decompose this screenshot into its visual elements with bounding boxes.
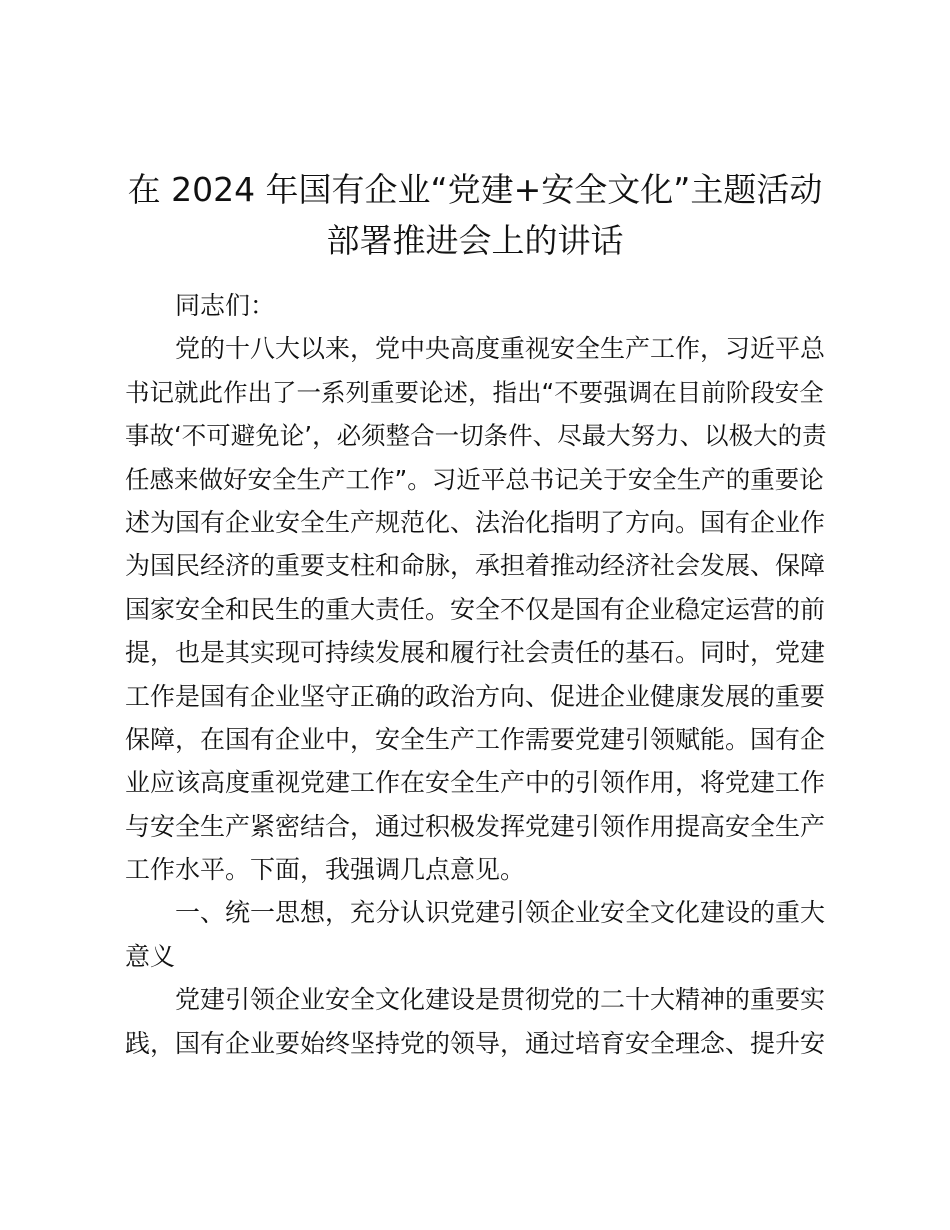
document-body [125,284,835,1065]
body-line: 国家安全和民生的重大责任。安全不仅是国有企业稳定运营的前 [125,594,826,624]
body-line: 工作水平。下面，我强调几点意见。 [125,855,526,885]
body-line: 保障，在国有企业中，安全生产工作需要党建引领赋能。国有企 [125,724,826,754]
body-line: 工作是国有企业坚守正确的政治方向、促进企业健康发展的重要 [125,681,826,711]
body-line: 为国民经济的重要支柱和命脉，承担着推动经济社会发展、保障 [125,551,826,581]
document-title-line-1: 在 2024 年国有企业“党建+安全文化”主题活动 [127,170,823,209]
body-line: 任感来做好安全生产工作”。习近平总书记关于安全生产的重要论 [125,464,824,494]
body-line: 践，国有企业要始终坚持党的领导，通过培育安全理念、提升安 [125,1028,826,1058]
salutation-line: 同志们： [175,291,276,320]
section-heading-line: 一、统一思想，充分认识党建引领企业安全文化建设的重大 [175,898,826,928]
body-line: 事故‘不可避免论’，必须整合一切条件、尽最大努力、以极大的责 [125,421,827,451]
body-line: 提，也是其实现可持续发展和履行社会责任的基石。同时，党建 [125,638,826,668]
body-line: 与安全生产紧密结合，通过积极发挥党建引领作用提高安全生产 [125,811,826,841]
body-line: 业应该高度重视党建工作在安全生产中的引领作用，将党建工作 [125,768,826,798]
body-line: 党的十八大以来，党中央高度重视安全生产工作，习近平总 [175,334,826,364]
body-line: 述为国有企业安全生产规范化、法治化指明了方向。国有企业作 [125,507,826,537]
body-line: 党建引领企业安全文化建设是贯彻党的二十大精神的重要实 [175,985,826,1015]
section-heading-line: 意义 [125,941,176,971]
body-line: 书记就此作出了一系列重要论述，指出“不要强调在目前阶段安全 [125,377,824,407]
document-title-line-2: 部署推进会上的讲话 [326,221,624,260]
